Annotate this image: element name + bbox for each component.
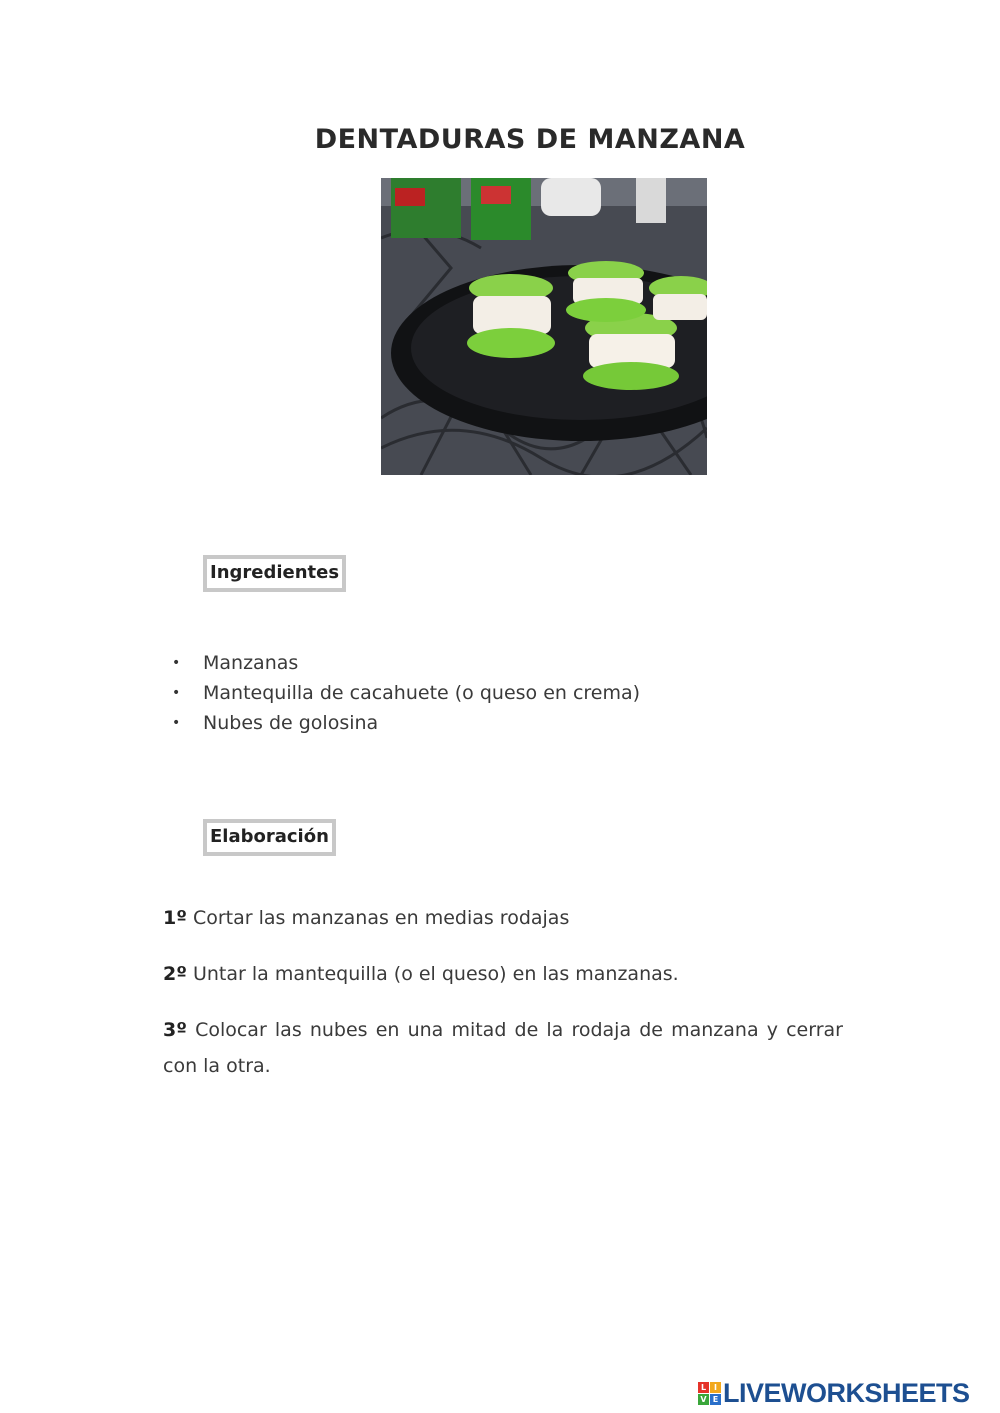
bullet-icon: • (172, 685, 181, 701)
step-text: Cortar las manzanas en medias rodajas (186, 907, 570, 929)
elaboration-heading: Elaboración (203, 819, 336, 856)
logo-letter: V (698, 1394, 709, 1405)
ingredient-text: Mantequilla de cacahuete (o queso en crema) (203, 682, 641, 704)
step-item (163, 900, 843, 936)
bullet-icon: • (172, 655, 181, 671)
step-number: 2º (163, 963, 187, 985)
logo-letter: L (698, 1382, 709, 1393)
bullet-icon: • (172, 715, 181, 731)
step-item (163, 1012, 843, 1084)
apple-teeth-photo (381, 178, 707, 475)
ingredients-list (172, 648, 640, 738)
step-text: Untar la mantequilla (o el queso) en las manzanas. (186, 963, 679, 985)
logo-letter: E (710, 1394, 721, 1405)
ingredient-text: Manzanas (203, 652, 299, 674)
step-number: 3º (163, 1019, 187, 1041)
step-item (163, 956, 843, 992)
step-text: Colocar las nubes en una mitad de la rodaja de manzana y cerrar con la otra. (163, 1019, 843, 1077)
ingredient-text: Nubes de golosina (203, 712, 379, 734)
liveworksheets-logo[interactable] (698, 1378, 970, 1409)
brand-name: LIVEWORKSHEETS (723, 1378, 970, 1408)
list-item (172, 648, 640, 678)
step-number: 1º (163, 907, 187, 929)
list-item (172, 708, 640, 738)
brand-logo-icon (698, 1382, 721, 1405)
list-item (172, 678, 640, 708)
page-title: DENTADURAS DE MANZANA (314, 124, 746, 155)
ingredients-heading: Ingredientes (203, 555, 346, 592)
logo-letter: I (710, 1382, 721, 1393)
apple-teeth-illustration (381, 178, 707, 475)
